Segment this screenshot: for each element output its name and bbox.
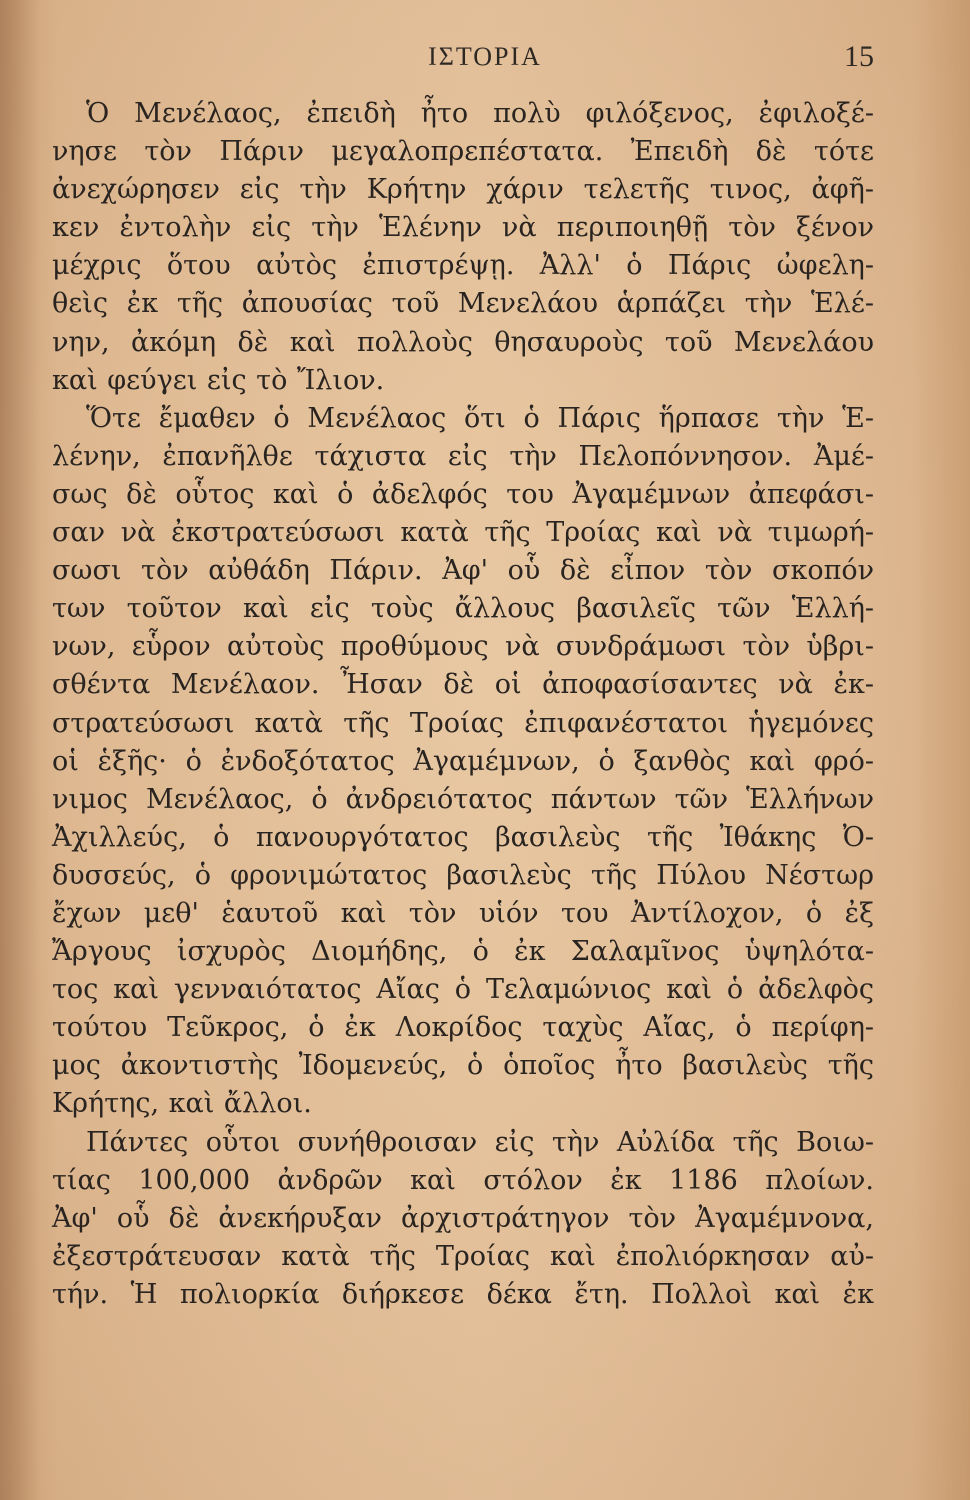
- text-line: ἀνεχώρησεν εἰς τὴν Κρήτην χάριν τελετῆς τινος, ἀφῆ-: [52, 174, 874, 206]
- text-line: Ὅτε ἔμαθεν ὁ Μενέλαος ὅτι ὁ Πάρις ἥρπασε τὴν Ἑ-: [86, 402, 874, 434]
- text-line: στρατεύσωσι κατὰ τῆς Τροίας ἐπιφανέστατοι ἡγεμόνες: [52, 707, 874, 739]
- text-line: νιμος Μενέλαος, ὁ ἀνδρειότατος πάντων τῶν Ἑλλήνων: [52, 783, 874, 815]
- page-number: 15: [844, 40, 874, 73]
- text-line: τος καὶ γενναιότατος Αἴας ὁ Τελαμώνιος καὶ ὁ ἀδελφὸς: [52, 974, 874, 1006]
- text-line: θεὶς ἐκ τῆς ἀπουσίας τοῦ Μενελάου ἁρπάζει τὴν Ἑλέ-: [52, 288, 874, 320]
- text-line: νων, εὗρον αὐτοὺς προθύμους νὰ συνδράμωσι τὸν ὑβρι-: [52, 631, 874, 663]
- text-line: δυσσεύς, ὁ φρονιμώτατος βασιλεὺς τῆς Πύλου Νέστωρ: [52, 859, 874, 891]
- text-line: μέχρις ὅτου αὐτὸς ἐπιστρέψῃ. Ἀλλ' ὁ Πάρις ὠφελη-: [52, 250, 874, 282]
- text-line: ἐξεστράτευσαν κατὰ τῆς Τροίας καὶ ἐπολιόρκησαν αὐ-: [52, 1240, 874, 1272]
- text-line: Κρήτης, καὶ ἄλλοι.: [52, 1088, 312, 1120]
- text-line: λένην, ἐπανῆλθε τάχιστα εἰς τὴν Πελοπόννησον. Ἀμέ-: [52, 440, 874, 472]
- text-line: τούτου Τεῦκρος, ὁ ἐκ Λοκρίδος ταχὺς Αἴας, ὁ περίφη-: [52, 1012, 874, 1044]
- text-line: οἱ ἑξῆς· ὁ ἐνδοξότατος Ἀγαμέμνων, ὁ ξανθὸς καὶ φρό-: [52, 745, 874, 777]
- text-line: Ἀχιλλεύς, ὁ πανουργότατος βασιλεὺς τῆς Ἰθάκης Ὀ-: [52, 821, 874, 853]
- running-title: ΙΣΤΟΡΙΑ: [428, 42, 542, 71]
- text-line: Πάντες οὗτοι συνήθροισαν εἰς τὴν Αὐλίδα τῆς Βοιω-: [86, 1126, 874, 1158]
- text-line: τήν. Ἡ πολιορκία διήρκεσε δέκα ἔτη. Πολλοὶ καὶ ἐκ: [52, 1278, 874, 1310]
- text-line: νησε τὸν Πάριν μεγαλοπρεπέστατα. Ἐπειδὴ δὲ τότε: [52, 136, 874, 168]
- text-line: νην, ἀκόμη δὲ καὶ πολλοὺς θησαυροὺς τοῦ Μενελάου: [52, 326, 874, 358]
- text-line: Ὁ Μενέλαος, ἐπειδὴ ἦτο πολὺ φιλόξενος, ἐφιλοξέ-: [86, 98, 874, 129]
- text-line: Ἀφ' οὗ δὲ ἀνεκήρυξαν ἀρχιστράτηγον τὸν Ἀγαμέμνονα,: [52, 1202, 874, 1234]
- page-header: [0, 38, 970, 78]
- text-line: Ἄργους ἰσχυρὸς Διομήδης, ὁ ἐκ Σαλαμῖνος ὑψηλότα-: [52, 936, 874, 968]
- text-line: σως δὲ οὗτος καὶ ὁ ἀδελφός του Ἀγαμέμνων ἀπεφάσι-: [52, 478, 874, 510]
- text-line: μος ἀκοντιστὴς Ἰδομενεύς, ὁ ὁποῖος ἦτο βασιλεὺς τῆς: [52, 1050, 874, 1082]
- text-line: των τοῦτον καὶ εἰς τοὺς ἄλλους βασιλεῖς τῶν Ἑλλή-: [52, 593, 874, 625]
- text-line: κεν ἐντολὴν εἰς τὴν Ἑλένην νὰ περιποιηθῇ τὸν ξένον: [52, 212, 874, 244]
- body-text: [52, 95, 874, 1314]
- text-line: καὶ φεύγει εἰς τὸ Ἴλιον.: [52, 364, 385, 396]
- text-line: σθέντα Μενέλαον. Ἦσαν δὲ οἱ ἀποφασίσαντες νὰ ἐκ-: [52, 669, 874, 701]
- text-line: σωσι τὸν αὐθάδη Πάριν. Ἀφ' οὗ δὲ εἶπον τὸν σκοπόν: [52, 555, 874, 587]
- text-line: ἔχων μεθ' ἑαυτοῦ καὶ τὸν υἱόν του Ἀντίλοχον, ὁ ἐξ: [52, 897, 874, 929]
- text-line: σαν νὰ ἐκστρατεύσωσι κατὰ τῆς Τροίας καὶ νὰ τιμωρή-: [52, 517, 874, 549]
- text-line: τίας 100,000 ἀνδρῶν καὶ στόλον ἐκ 1186 πλοίων.: [52, 1164, 874, 1196]
- page-edge-shadow: [0, 0, 40, 1500]
